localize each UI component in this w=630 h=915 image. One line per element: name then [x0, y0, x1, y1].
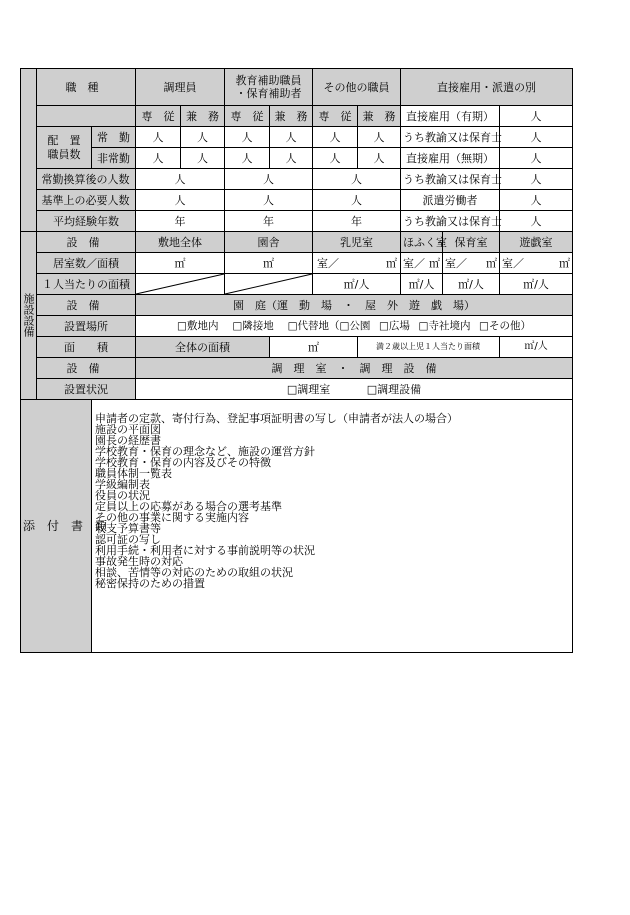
list-item: 利用手続・利用者に対する事前説明等の状況 — [95, 544, 315, 557]
loc-adjacent-checkbox[interactable]: □隣接地 — [232, 319, 274, 332]
regular-label: 常 勤 — [92, 127, 136, 148]
cook-fulltime: 専 従 — [136, 106, 181, 127]
loc-temple-checkbox[interactable]: □寺社境内 — [418, 319, 471, 332]
dispatch-teacher-value[interactable]: 人 — [500, 211, 573, 232]
edu-parttime: 兼 務 — [270, 106, 313, 127]
diagonal-line-icon — [136, 274, 224, 294]
required-label: 基準上の必要人数 — [37, 190, 136, 211]
dispatch-label: 派遣労働者 — [401, 190, 500, 211]
crawl-per-person[interactable]: ㎡/人 — [401, 274, 443, 295]
other-parttime: 兼 務 — [358, 106, 401, 127]
loc-onsite-checkbox[interactable]: □敷地内 — [177, 319, 219, 332]
garden-title: 園 庭（運 動 場 ・ 屋 外 遊 戯 場） — [136, 295, 573, 316]
regular-other-full[interactable]: 人 — [313, 127, 358, 148]
nursery-per-person[interactable]: ㎡/人 — [443, 274, 500, 295]
play-room-value[interactable] — [500, 253, 573, 274]
nonregular-edu-part[interactable]: 人 — [270, 148, 313, 169]
nonregular-other-full[interactable]: 人 — [313, 148, 358, 169]
hire-fixed-value[interactable]: 人 — [500, 106, 573, 127]
crawl-room-value[interactable] — [401, 253, 443, 274]
list-item: 学級編制表 — [95, 478, 150, 491]
required-other[interactable]: 人 — [313, 190, 401, 211]
infant-sqm-unit: ㎡ — [386, 256, 397, 270]
kitchen-room-checkbox[interactable]: □調理室 — [286, 382, 331, 396]
hire-indef-label: 直接雇用（無期） — [401, 148, 500, 169]
hire-fixed-teacher-value[interactable]: 人 — [500, 127, 573, 148]
hire-fixed-teacher-label: うち教諭又は保育士 — [401, 127, 500, 148]
kitchen-equipment-checkbox[interactable]: □調理設備 — [366, 382, 422, 396]
placement-line1: 配 置 — [47, 133, 81, 147]
list-item: 事故発生時の対応 — [95, 555, 183, 568]
other-fulltime: 専 従 — [313, 106, 358, 127]
converted-label: 常勤換算後の人数 — [37, 169, 136, 190]
list-item: 申請者の定款、寄付行為、登記事項証明書の写し（申請者が法人の場合） — [95, 412, 458, 425]
hire-indef-teacher-value[interactable]: 人 — [500, 169, 573, 190]
edu-assist-line1: 教育補助職員 — [235, 74, 302, 87]
other-staff-header: その他の職員 — [313, 69, 401, 106]
status-label: 設置状況 — [37, 379, 136, 400]
col-play-room: 遊戯室 — [500, 232, 573, 253]
location-label: 設置場所 — [37, 316, 136, 337]
placement-label — [37, 127, 92, 169]
loc-other-checkbox[interactable]: □その他） — [479, 319, 531, 332]
job-type-header: 職 種 — [37, 69, 136, 106]
total-area-label: 全体の面積 — [136, 337, 270, 358]
dispatch-value[interactable]: 人 — [500, 190, 573, 211]
col-building: 園舎 — [225, 232, 313, 253]
hire-type-header: 直接雇用・派遣の別 — [401, 69, 573, 106]
list-item: 定員以上の応募がある場合の選考基準 — [95, 500, 282, 513]
form-table — [20, 68, 573, 653]
avg-years-other[interactable]: 年 — [313, 211, 401, 232]
kitchen-options — [136, 379, 573, 400]
infant-per-person[interactable]: ㎡/人 — [313, 274, 401, 295]
play-per-person[interactable]: ㎡/人 — [500, 274, 573, 295]
required-cook[interactable]: 人 — [136, 190, 225, 211]
site-per-person-na — [136, 274, 225, 295]
nonregular-other-part[interactable]: 人 — [358, 148, 401, 169]
equipment-header-3: 設 備 — [37, 358, 136, 379]
list-item: 役員の状況 — [95, 489, 150, 502]
attachments-label: 添 付 書 類 — [21, 400, 92, 653]
total-area-value[interactable]: ㎡ — [270, 337, 358, 358]
nursery-room-unit: 室／ — [445, 256, 467, 270]
play-sqm-unit: ㎡ — [559, 256, 571, 270]
facility-side-text: 施設設備 — [22, 292, 35, 337]
regular-edu-full[interactable]: 人 — [225, 127, 270, 148]
application-form — [20, 68, 572, 684]
regular-edu-part[interactable]: 人 — [270, 127, 313, 148]
hire-fixed-label: 直接雇用（有期） — [401, 106, 500, 127]
regular-cook-part[interactable]: 人 — [181, 127, 225, 148]
list-item: 園長の経歴書 — [95, 434, 161, 447]
avg-years-edu[interactable]: 年 — [225, 211, 313, 232]
diagonal-line-icon — [225, 274, 312, 294]
nonregular-cook-part[interactable]: 人 — [181, 148, 225, 169]
crawl-room-unit: 室／ — [403, 256, 425, 270]
edu-assist-line2: ・保育補助者 — [235, 87, 302, 100]
cook-header: 調理員 — [136, 69, 225, 106]
cook-parttime: 兼 務 — [181, 106, 225, 127]
nonregular-edu-full[interactable]: 人 — [225, 148, 270, 169]
required-edu[interactable]: 人 — [225, 190, 313, 211]
edu-fulltime: 専 従 — [225, 106, 270, 127]
room-area-label: 居室数／面積 — [37, 253, 136, 274]
over2-per-label: 満２歳以上児１人当たり面積 — [358, 337, 500, 358]
list-item: 認可証の写し — [95, 533, 161, 546]
avg-years-label: 平均経験年数 — [37, 211, 136, 232]
col-site: 敷地全体 — [136, 232, 225, 253]
list-item: 職員体制一覧表 — [95, 467, 172, 480]
building-area-value[interactable]: ㎡ — [225, 253, 313, 274]
play-room-unit: 室／ — [502, 256, 524, 270]
loc-alternative-checkbox[interactable]: □代替地（□公園 — [287, 319, 371, 332]
loc-plaza-checkbox[interactable]: □広場 — [379, 319, 410, 332]
list-item: 学校教育・保育の内容及びその特徴 — [95, 456, 271, 469]
hire-indef-value[interactable]: 人 — [500, 148, 573, 169]
over2-per-value[interactable]: ㎡/人 — [500, 337, 573, 358]
hire-indef-teacher-label: うち教諭又は保育士 — [401, 169, 500, 190]
staff-side-cell — [21, 69, 37, 232]
location-options — [136, 316, 573, 337]
converted-other[interactable]: 人 — [313, 169, 401, 190]
nursery-room-value[interactable] — [443, 253, 500, 274]
kitchen-title: 調 理 室 ・ 調 理 設 備 — [136, 358, 573, 379]
converted-cook[interactable]: 人 — [136, 169, 225, 190]
infant-room-unit: 室／ — [317, 256, 339, 270]
building-per-person-na — [225, 274, 313, 295]
col-nursery-room: 保育室 — [443, 232, 500, 253]
col-infant-room: 乳児室 — [313, 232, 401, 253]
equipment-header-2: 設 備 — [37, 295, 136, 316]
attachments-list — [92, 400, 573, 653]
list-item: 秘密保持のための措置 — [95, 577, 205, 590]
regular-other-part[interactable]: 人 — [358, 127, 401, 148]
sub-header-blank — [37, 106, 136, 127]
area-label: 面 積 — [37, 337, 136, 358]
site-area-value[interactable]: ㎡ — [136, 253, 225, 274]
equipment-header: 設 備 — [37, 232, 136, 253]
list-item: 相談、苦情等の対応のための取組の状況 — [95, 566, 293, 579]
nonregular-cook-full[interactable]: 人 — [136, 148, 181, 169]
list-item: 収支予算書等 — [95, 522, 161, 535]
regular-cook-full[interactable]: 人 — [136, 127, 181, 148]
list-item: その他の事業に関する実施内容 — [95, 511, 249, 524]
list-item: 施設の平面図 — [95, 423, 161, 436]
nursery-sqm-unit: ㎡ — [486, 256, 497, 270]
crawl-sqm-unit: ㎡ — [429, 256, 440, 270]
facility-side-label — [21, 232, 37, 400]
list-item: 学校教育・保育の理念など、施設の運営方針 — [95, 445, 315, 458]
infant-room-value[interactable] — [313, 253, 401, 274]
avg-years-cook[interactable]: 年 — [136, 211, 225, 232]
per-person-label: １人当たりの面積 — [37, 274, 136, 295]
dispatch-teacher-label: うち教諭又は保育士 — [401, 211, 500, 232]
placement-line2: 職員数 — [47, 147, 81, 161]
nonregular-label: 非常勤 — [92, 148, 136, 169]
converted-edu[interactable]: 人 — [225, 169, 313, 190]
col-crawl-room: ほふく室 — [401, 232, 443, 253]
edu-assist-header — [225, 69, 313, 106]
